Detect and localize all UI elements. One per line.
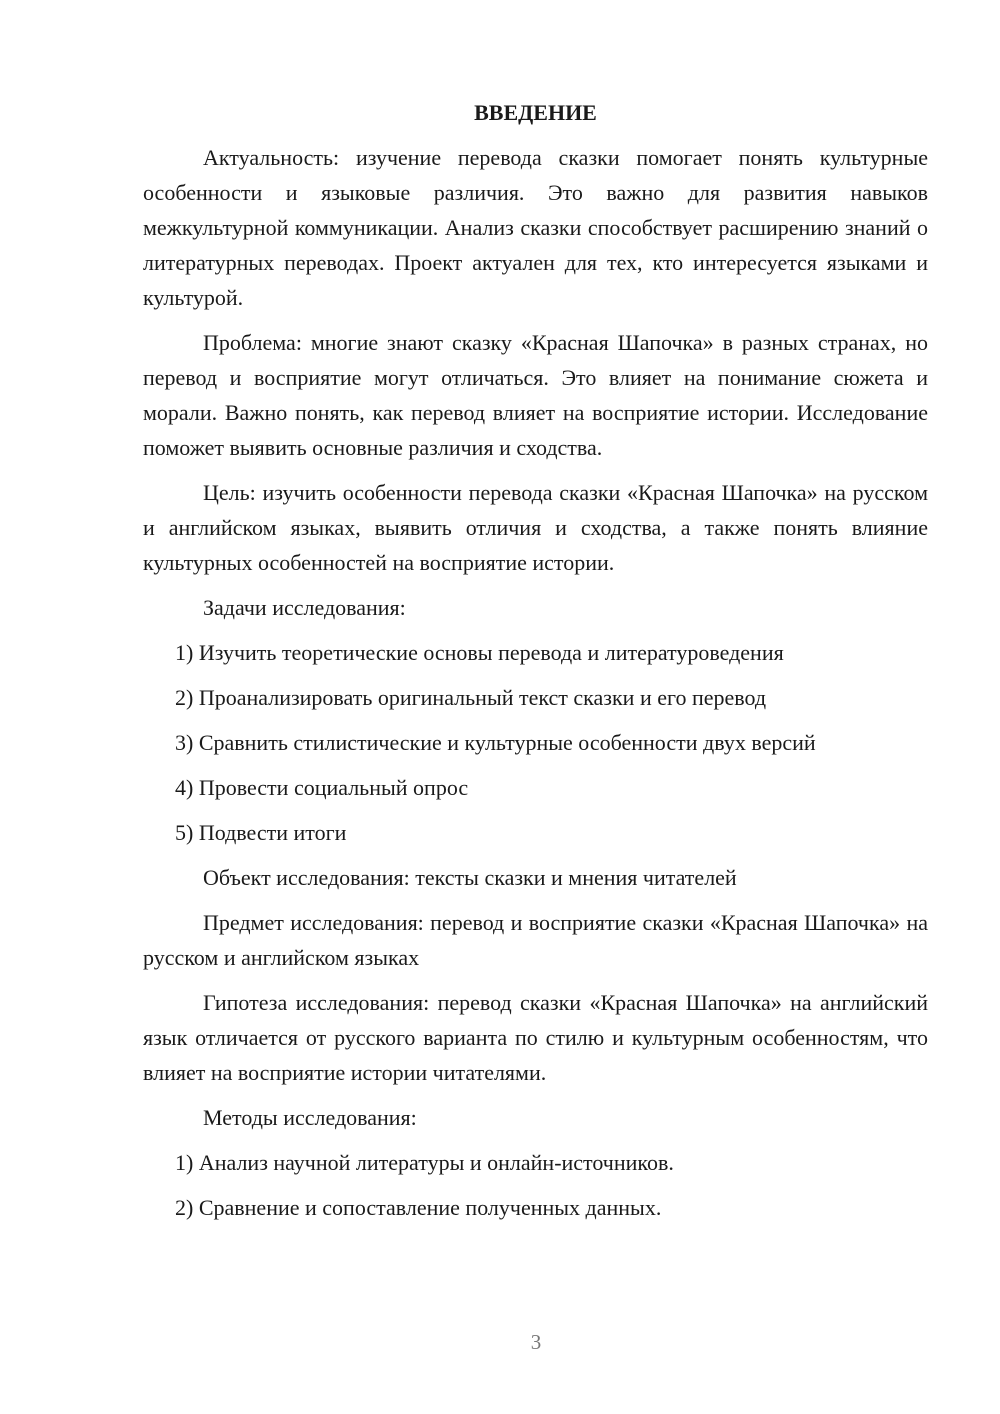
methods-heading: Методы исследования: bbox=[203, 1105, 417, 1130]
list-item: 4) Провести социальный опрос bbox=[175, 775, 469, 800]
relevance-paragraph: Актуальность: изучение перевода сказки помогает понять культурные особенности и языковые различия. Это важно для развития навыков межкультурной коммуникации. Анализ сказки способствует расширению знаний о литературных переводах. Проект актуален для тех, кто интересуется языками и культурой. bbox=[143, 145, 928, 310]
list-item: 2) Проанализировать оригинальный текст сказки и его перевод bbox=[175, 685, 767, 710]
list-item: 2) Сравнение и сопоставление полученных данных. bbox=[175, 1195, 662, 1220]
problem-paragraph: Проблема: многие знают сказку «Красная Шапочка» в разных странах, но перевод и восприятие могут отличаться. Это влияет на понимание сюжета и морали. Важно понять, как перевод влияет на восприятие истории. Исследование поможет выявить основные различия и сходства. bbox=[143, 330, 928, 460]
page-number: 3 bbox=[530, 1330, 542, 1354]
methods-list bbox=[143, 1145, 928, 1225]
list-item: 5) Подвести итоги bbox=[175, 820, 347, 845]
list-item: 1) Анализ научной литературы и онлайн-источников. bbox=[175, 1150, 674, 1175]
tasks-list bbox=[143, 635, 928, 850]
text-body bbox=[143, 95, 928, 1235]
object-paragraph: Объект исследования: тексты сказки и мнения читателей bbox=[203, 865, 737, 890]
tasks-heading: Задачи исследования: bbox=[203, 595, 406, 620]
subject-paragraph: Предмет исследования: перевод и восприятие сказки «Красная Шапочка» на русском и английском языках bbox=[143, 910, 928, 970]
hypothesis-paragraph: Гипотеза исследования: перевод сказки «Красная Шапочка» на английский язык отличается от русского варианта по стилю и культурным особенностям, что влияет на восприятие истории читателями. bbox=[143, 990, 928, 1085]
list-item: 1) Изучить теоретические основы перевода и литературоведения bbox=[175, 640, 784, 665]
goal-paragraph: Цель: изучить особенности перевода сказки «Красная Шапочка» на русском и английском языках, выявить отличия и сходства, а также понять влияние культурных особенностей на восприятие истории. bbox=[143, 480, 928, 575]
page-title: ВВЕДЕНИЕ bbox=[474, 100, 597, 125]
list-item: 3) Сравнить стилистические и культурные особенности двух версий bbox=[175, 730, 816, 755]
